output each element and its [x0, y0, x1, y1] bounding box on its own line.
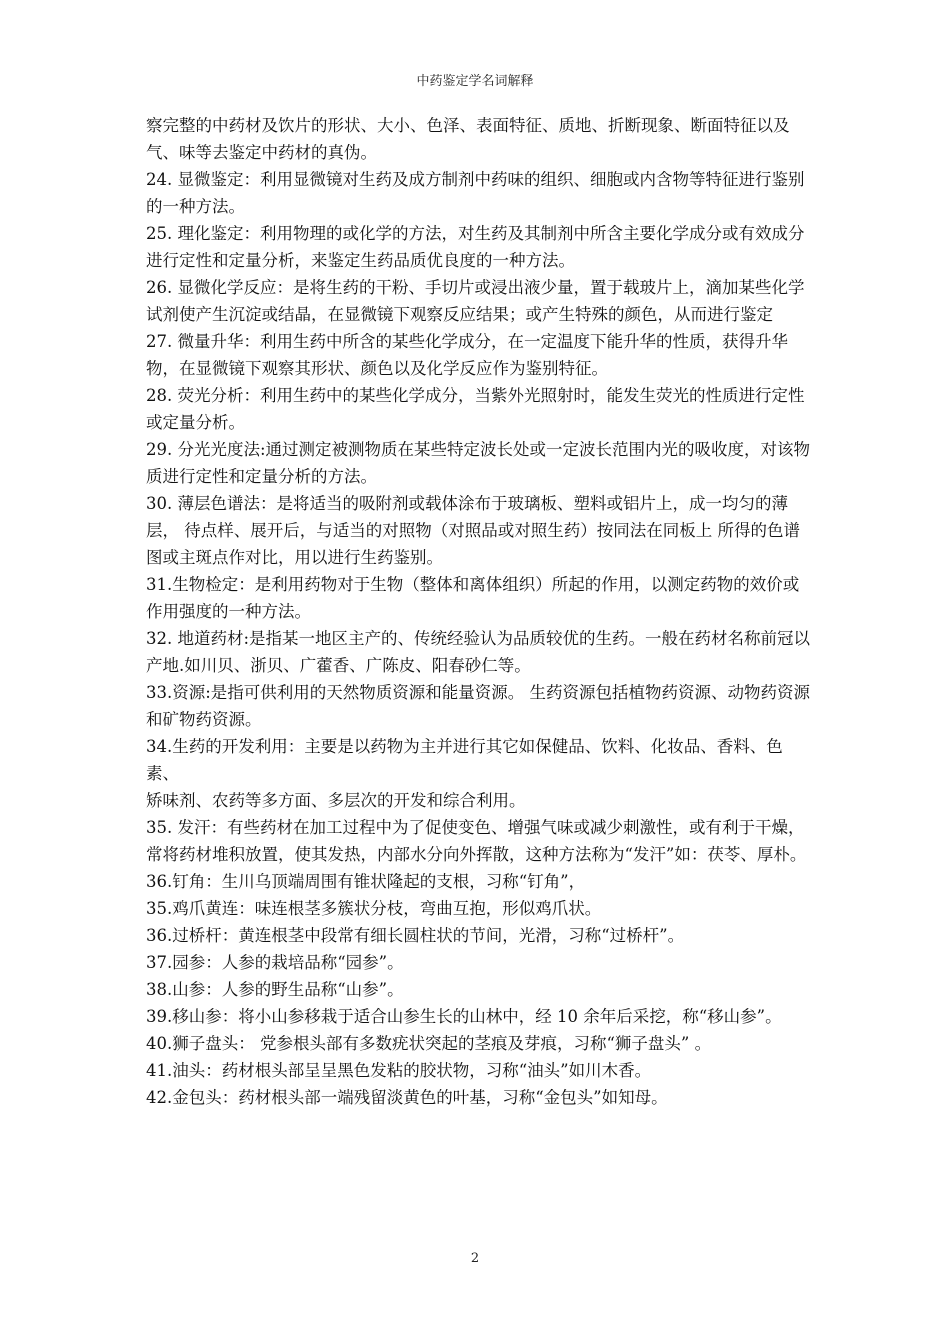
paragraph: 30. 薄层色谱法：是将适当的吸附剂或载体涂布于玻璃板、塑料或铝片上，成一均匀的薄层， 待点样、展开后，与适当的对照物（对照品或对照生药）按同法在同板上 所得的色谱图或主斑点作对比，用以进行生药鉴别。: [146, 494, 800, 567]
paragraph: 矫味剂、农药等多方面、多层次的开发和综合利用。: [146, 791, 526, 810]
paragraph: 36.过桥杆：黄连根茎中段常有细长圆柱状的节间，光滑，习称“过桥杆”。: [146, 926, 685, 945]
document-body: [146, 112, 812, 1111]
paragraph: 32. 地道药材:是指某一地区主产的、传统经验认为品质较优的生药。一般在药材名称前冠以产地.如川贝、浙贝、广藿香、广陈皮、阳春砂仁等。: [146, 629, 811, 675]
paragraph: 35.鸡爪黄连：味连根茎多簇状分枝，弯曲互抱，形似鸡爪状。: [146, 899, 602, 918]
paragraph: 40.狮子盘头： 党参根头部有多数疣状突起的茎痕及芽痕，习称“狮子盘头” 。: [146, 1034, 712, 1053]
paragraph: 29. 分光光度法:通过测定被测物质在某些特定波长处或一定波长范围内光的吸收度，对该物质进行定性和定量分析的方法。: [146, 440, 811, 486]
paragraph: 34.生药的开发利用：主要是以药物为主并进行其它如保健品、饮料、化妆品、香料、色素、: [146, 737, 783, 783]
paragraph: 27. 微量升华：利用生药中所含的某些化学成分，在一定温度下能升华的性质，获得升华物，在显微镜下观察其形状、颜色以及化学反应作为鉴别特征。: [146, 332, 788, 378]
paragraph: 37.园参：人参的栽培品称“园参”。: [146, 953, 404, 972]
paragraph: 察完整的中药材及饮片的形状、大小、色泽、表面特征、质地、折断现象、断面特征以及气、味等去鉴定中药材的真伪。: [146, 116, 790, 162]
paragraph: 26. 显微化学反应：是将生药的干粉、手切片或浸出液少量，置于载玻片上，滴加某些化学试剂使产生沉淀或结晶，在显微镜下观察反应结果；或产生特殊的颜色，从而进行鉴定: [146, 278, 805, 324]
paragraph: 38.山参：人参的野生品称“山参”。: [146, 980, 404, 999]
paragraph: 39.移山参：将小山参移栽于适合山参生长的山林中，经 10 余年后采挖，称“移山参”。: [146, 1007, 782, 1026]
paragraph: 36.钉角：生川乌顶端周围有锥状隆起的支根，习称“钉角”，: [146, 872, 586, 891]
paragraph: 42.金包头：药材根头部一端残留淡黄色的叶基，习称“金包头”如知母。: [146, 1088, 668, 1107]
paragraph: 25. 理化鉴定：利用物理的或化学的方法，对生药及其制剂中所含主要化学成分或有效成分进行定性和定量分析，来鉴定生药品质优良度的一种方法。: [146, 224, 805, 270]
page-number: 2: [470, 1251, 480, 1266]
paragraph: 24. 显微鉴定：利用显微镜对生药及成方制剂中药味的组织、细胞或内含物等特征进行鉴别的一种方法。: [146, 170, 805, 216]
paragraph: 41.油头：药材根头部呈呈黑色发粘的胶状物，习称“油头”如川木香。: [146, 1061, 652, 1080]
paragraph: 33.资源:是指可供利用的天然物质资源和能量资源。 生药资源包括植物药资源、动物药资源和矿物药资源。: [146, 683, 811, 729]
paragraph: 35. 发汗：有些药材在加工过程中为了促使变色、增强气味或减少刺激性，或有利于干燥，常将药材堆积放置，使其发热，内部水分向外挥散，这种方法称为“发汗”如：茯苓、厚朴。: [146, 818, 807, 864]
paragraph: 31.生物检定：是利用药物对于生物（整体和离体组织）所起的作用，以测定药物的效价或 作用强度的一种方法。: [146, 575, 800, 621]
page-header: 中药鉴定学名词解释: [416, 74, 534, 89]
paragraph: 28. 荧光分析：利用生药中的某些化学成分，当紫外光照射时，能发生荧光的性质进行定性或定量分析。: [146, 386, 805, 432]
